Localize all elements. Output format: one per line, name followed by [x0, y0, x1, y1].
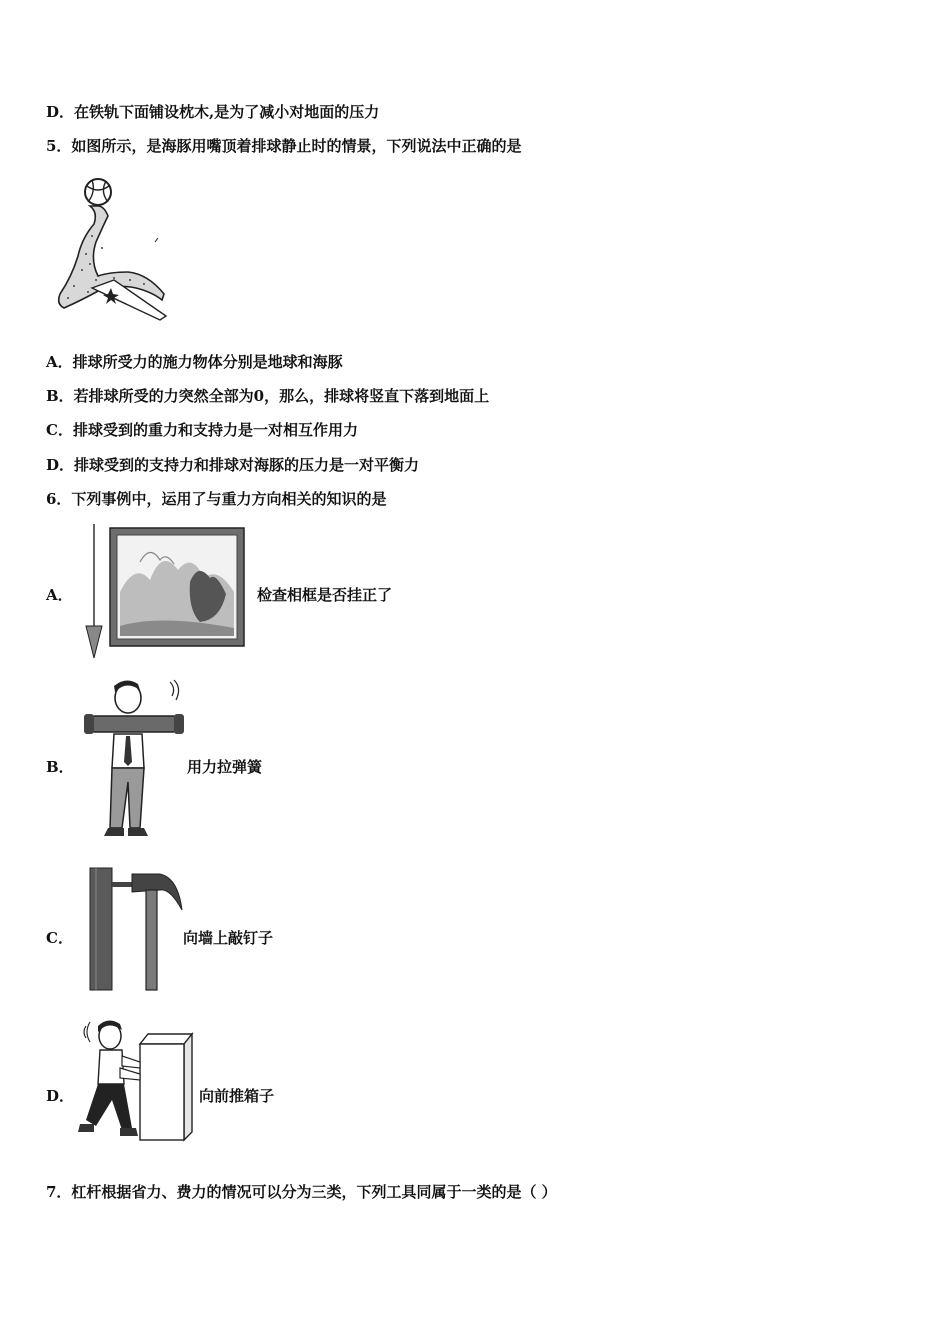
q6-stem: 6．下列事例中，运用了与重力方向相关的知识的是 [46, 490, 387, 508]
q6-option-b-text: 用力拉弹簧 [187, 758, 263, 776]
q5-option-a: A．排球所受力的施力物体分别是地球和海豚 [46, 353, 343, 371]
q5-option-c: C．排球受到的重力和支持力是一对相互作用力 [46, 421, 358, 439]
seal-with-ball-illustration-icon [52, 176, 170, 322]
q6-option-d-label: D． [46, 1087, 75, 1105]
man-pulling-spring-icon [80, 678, 184, 840]
q6-option-c-label: C． [46, 929, 73, 947]
q6-option-c-text: 向墙上敲钉子 [183, 929, 274, 947]
q7-stem: 7．杠杆根据省力、费力的情况可以分为三类，下列工具同属于一类的是（ ） [46, 1183, 557, 1201]
q5-stem: 5．如图所示，是海豚用嘴顶着排球静止时的情景，下列说法中正确的是 [46, 137, 522, 155]
hammer-nail-wall-icon [88, 866, 186, 992]
q6-option-b-label: B． [46, 758, 74, 776]
q6-option-a-label: A． [46, 586, 73, 604]
plumb-line-picture-frame-icon [80, 522, 250, 662]
q5-option-b: B．若排球所受的力突然全部为0，那么，排球将竖直下落到地面上 [46, 387, 490, 405]
man-pushing-box-icon [76, 1020, 196, 1142]
q6-option-d-text: 向前推箱子 [199, 1087, 275, 1105]
q5-option-d: D．排球受到的支持力和排球对海豚的压力是一对平衡力 [46, 456, 420, 474]
prev-option-d: D．在铁轨下面铺设枕木,是为了减小对地面的压力 [46, 103, 380, 121]
q6-option-a-text: 检查相框是否挂正了 [257, 586, 393, 604]
